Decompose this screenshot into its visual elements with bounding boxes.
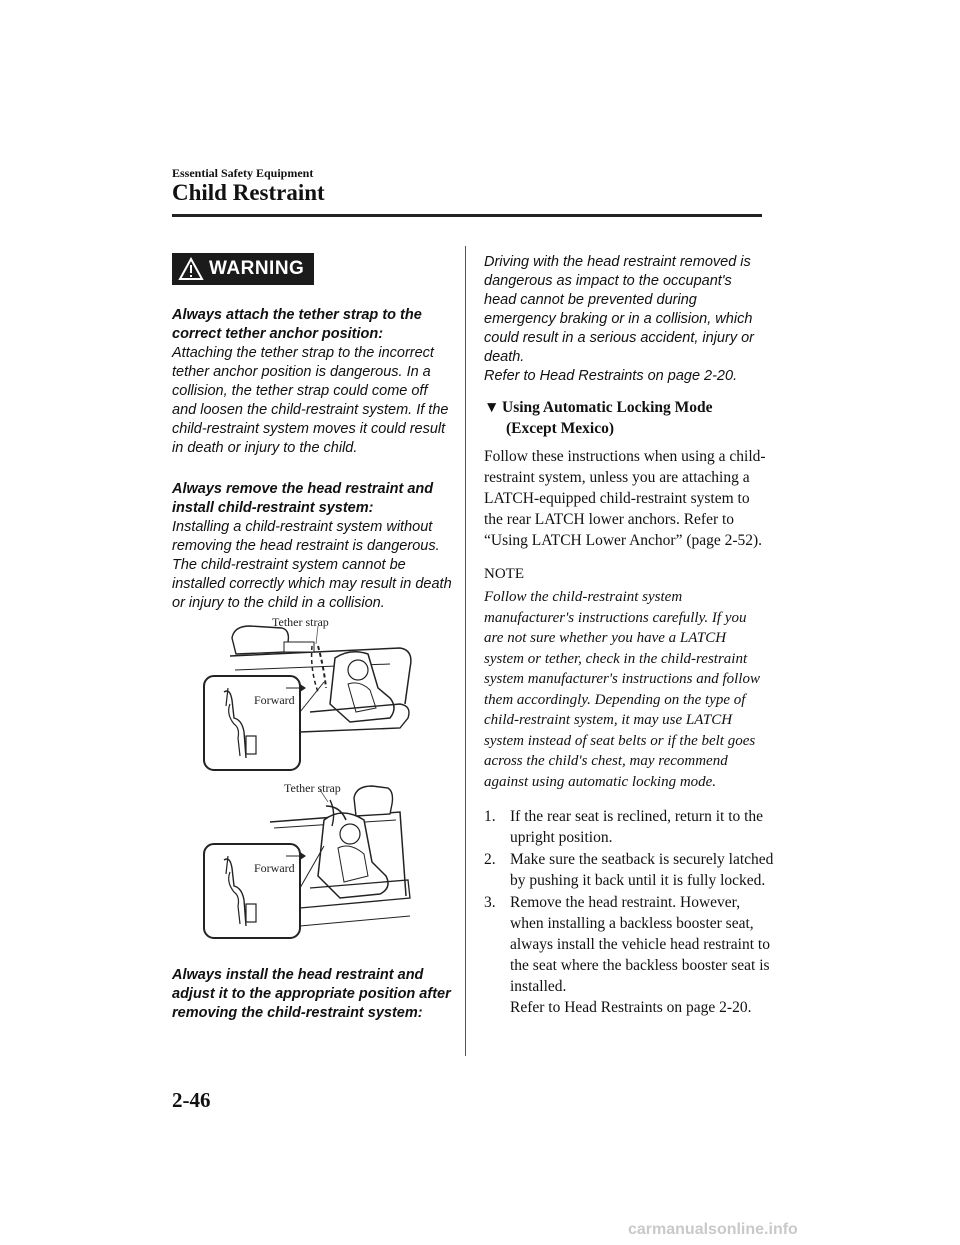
step-text: If the rear seat is reclined, return it to the upright position. [510, 808, 764, 846]
step-item [484, 806, 774, 848]
caption-forward: Forward [254, 693, 295, 707]
caption-tether-strap: Tether strap [284, 781, 341, 795]
warning-item-remove-head-restraint [172, 480, 452, 613]
warning-body: Installing a child-restraint system without removing the head restraint is dangerous. The child-restraint system cannot be installed correctly which may result in death or injury to the child in a collision. [172, 519, 452, 611]
step-number: 1. [484, 808, 496, 825]
intro-paragraph: Follow these instructions when using a child-restraint system, unless you are attaching a LATCH-equipped child-restraint system to the rear LATCH lower anchors. Refer to “Using LATCH Lower Anchor” (page 2-52). [484, 448, 766, 549]
page-number: 2-46 [172, 1088, 211, 1112]
step-number: 2. [484, 851, 496, 868]
subsection-heading-line2: (Except Mexico) [506, 420, 615, 437]
caption-forward: Forward [254, 861, 295, 875]
watermark: carmanualsonline.info [628, 1221, 798, 1238]
header-rule [172, 214, 762, 217]
subsection-heading-line1: Using Automatic Locking Mode [502, 399, 713, 416]
warning-badge [172, 253, 314, 285]
warning-label: WARNING [209, 258, 305, 279]
column-divider [465, 246, 466, 1056]
section-label: Essential Safety Equipment [172, 166, 314, 180]
note-title: NOTE [484, 566, 524, 582]
warning-item-install-head-restraint [172, 966, 452, 1023]
warning-continuation-ref: Refer to Head Restraints on page 2-20. [484, 368, 738, 384]
illustration-tether-strap-2 [200, 776, 420, 949]
step-text: Remove the head restraint. However, when installing a backless booster seat, always install the vehicle head restraint to the seat where the backless booster seat is installed. [510, 894, 770, 995]
note-text: Follow the child-restraint system manufacturer's instructions carefully. If you are not sure whether you have a LATCH system or tether, check in the child-restraint system manufacturer's instructions and follow them accordingly. Depending on the type of child-restraint system, it may use LATCH system instead of seat belts or if the belt goes across the child's chest, may recommend against using automatic locking mode. [484, 589, 760, 790]
warning-heading: Always attach the tether strap to the correct tether anchor position: [172, 307, 422, 342]
subsection-heading [484, 397, 764, 439]
warning-body: Attaching the tether strap to the incorrect tether anchor position is dangerous. In a collision, the tether strap could come off and loosen the child-restraint system. If the child-restraint system moves it could result in death or injury to the child. [172, 345, 449, 456]
step-number: 3. [484, 894, 496, 911]
step-text: Make sure the seatback is securely latched by pushing it back until it is fully locked. [510, 851, 774, 889]
caption-tether-strap: Tether strap [272, 615, 329, 629]
warning-heading: Always install the head restraint and adjust it to the appropriate position after removing the child-restraint system: [172, 967, 451, 1021]
warning-triangle-icon [178, 257, 204, 281]
warning-continuation-body: Driving with the head restraint removed is dangerous as impact to the occupant's head cannot be prevented during emergency braking or in a collision, which could result in a serious accident, injury or death. [484, 254, 754, 365]
page-title: Child Restraint [172, 180, 325, 205]
illustration-tether-strap-1 [200, 608, 440, 777]
step-item [484, 892, 774, 1018]
step-item [484, 849, 774, 891]
steps-list [484, 806, 774, 1019]
step-reference: Refer to Head Restraints on page 2-20. [510, 999, 752, 1016]
triangle-down-icon: ▼ [484, 399, 500, 416]
warning-item-tether-anchor [172, 306, 452, 458]
warning-heading: Always remove the head restraint and install child-restraint system: [172, 481, 434, 516]
warning-continuation [484, 253, 764, 386]
